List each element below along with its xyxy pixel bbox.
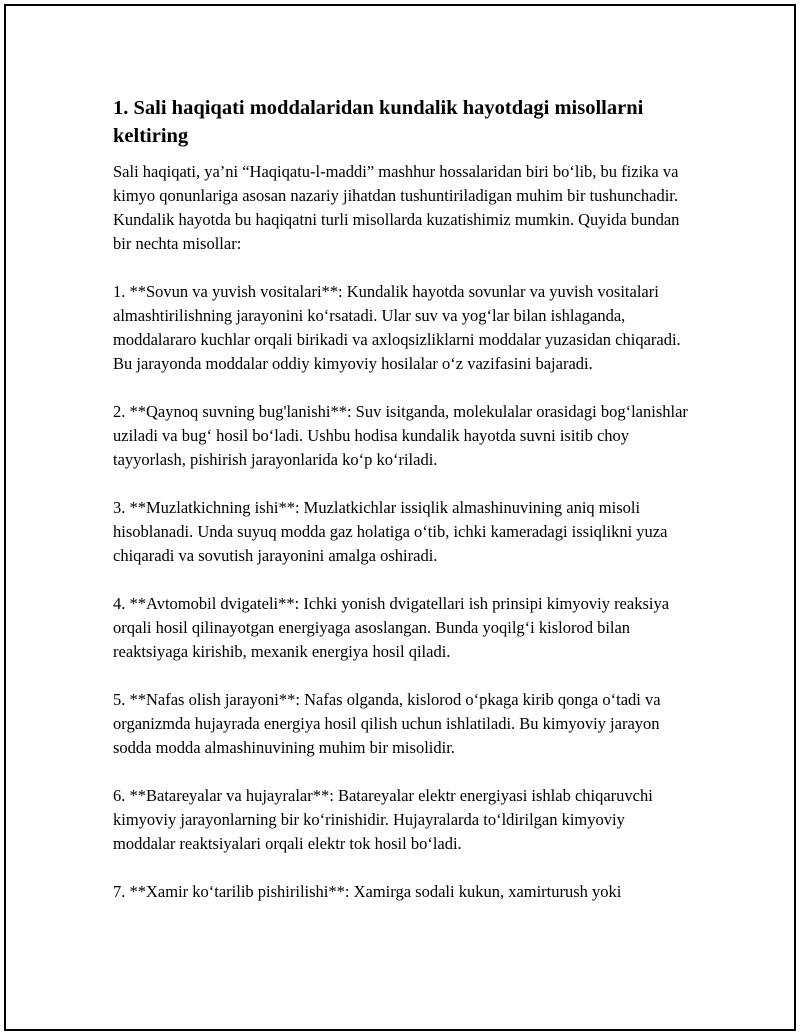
example-paragraph-7: 7. **Xamir ko‘tarilib pishirilishi**: Xamirga sodali kukun, xamirturush yoki xyxy=(113,882,622,901)
intro-paragraph: Sali haqiqati, ya’ni “Haqiqatu-l-maddi” mashhur hossalaridan biri bo‘lib, bu fizika va kimyo qonunlariga asosan nazariy jihatdan tushuntiriladigan muhim bir tushunchadir. Kundalik hayotda bu haqiqatni turli misollarda kuzatishimiz mumkin. Quyida bundan bir nechta misollar: xyxy=(113,162,680,253)
example-paragraph-1: 1. **Sovun va yuvish vositalari**: Kundalik hayotda sovunlar va yuvish vositalari almashtirilishning jarayonini ko‘rsatadi. Ular suv va yog‘lar bilan ishlaganda, moddalararo kuchlar orqali birikadi va axloqsizliklarni moddalar yuzasidan chiqaradi. Bu jarayonda moddalar oddiy kimyoviy hosilalar o‘z vazifasini bajaradi. xyxy=(113,282,681,373)
example-paragraph-2: 2. **Qaynoq suvning bug'lanishi**: Suv isitganda, molekulalar orasidagi bog‘lanishlar uziladi va bug‘ hosil bo‘ladi. Ushbu hodisa kundalik hayotda suvni isitib choy tayyorlash, pishirish jarayonlarida ko‘p ko‘riladi. xyxy=(113,402,688,469)
example-paragraph-6: 6. **Batareyalar va hujayralar**: Batareyalar elektr energiyasi ishlab chiqaruvchi kimyoviy jarayonlarning bir ko‘rinishidir. Hujayralarda to‘ldirilgan kimyoviy moddalar reaktsiyalari orqali elektr tok hosil bo‘ladi. xyxy=(113,786,653,853)
example-paragraph-4: 4. **Avtomobil dvigateli**: Ichki yonish dvigatellari ish prinsipi kimyoviy reaksiya orqali hosil qilinayotgan energiyaga asoslangan. Bunda yoqilg‘i kislorod bilan reaktsiyaga kirishib, mexanik energiya hosil qiladi. xyxy=(113,594,670,661)
document-body xyxy=(113,94,689,928)
example-paragraph-5: 5. **Nafas olish jarayoni**: Nafas olganda, kislorod o‘pkaga kirib qonga o‘tadi va organizmda hujayrada energiya hosil qilish uchun ishlatiladi. Bu kimyoviy jarayon sodda modda almashinuvining muhim bir misolidir. xyxy=(113,690,661,757)
example-paragraph-3: 3. **Muzlatkichning ishi**: Muzlatkichlar issiqlik almashinuvining aniq misoli hisoblanadi. Unda suyuq modda gaz holatiga o‘tib, ichki kameradagi issiqlikni yuza chiqaradi va sovutish jarayonini amalga oshiradi. xyxy=(113,498,668,565)
document-title: 1. Sali haqiqati moddalaridan kundalik hayotdagi misollarni keltiring xyxy=(113,97,644,147)
